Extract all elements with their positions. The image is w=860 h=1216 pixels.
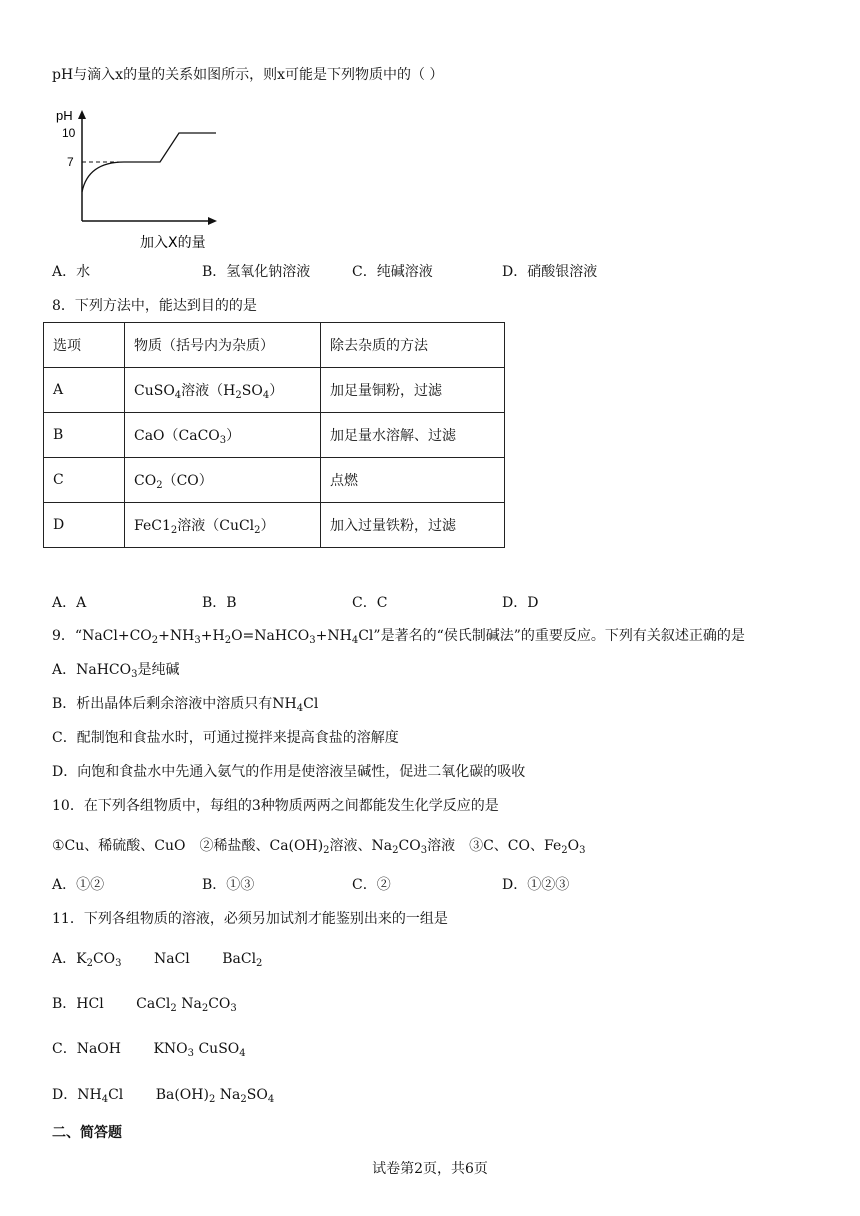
q7-option-c[interactable]: C．纯碱溶液 (352, 264, 433, 280)
q11-option-c[interactable]: C．NaOH $KNO_3$ CuSO$_4$ (52, 1041, 246, 1059)
q9-option-c[interactable]: C．配制饱和食盐水时，可通过搅拌来提高食盐的溶解度 (52, 730, 399, 746)
row-method: 加入过量铁粉，过滤 (321, 503, 505, 548)
q11-option-a[interactable]: A．$K_2CO_3$ NaCl BaCl$_2$ (52, 951, 263, 969)
row-option: D (44, 503, 125, 548)
q7-option-d[interactable]: D．硝酸银溶液 (502, 264, 598, 280)
row-option: A (44, 368, 125, 413)
q11-stem: 11．下列各组物质的溶液，必须另加试剂才能鉴别出来的一组是 (52, 911, 448, 927)
q8-table (43, 322, 505, 548)
page-footer: 试卷第2页，共6页 (372, 1161, 488, 1177)
q8-stem: 8．下列方法中，能达到目的的是 (52, 298, 257, 314)
q9-stem: 9．“$NaCl+CO_2+NH_3+H_2O=NaHCO_3+NH_4Cl$”是著名的“侯氏制碱法”的重要反应。下列有关叙述正确的是 (52, 628, 745, 646)
row-option: B (44, 413, 125, 458)
header-method: 除去杂质的方法 (321, 323, 505, 368)
ph-curve (82, 133, 216, 192)
x-axis-arrow (208, 217, 217, 225)
x-axis-label: 加入X的量 (140, 235, 206, 251)
row-method: 加足量铜粉，过滤 (321, 368, 505, 413)
table-row (44, 368, 505, 413)
section-title: 二、简答题 (52, 1125, 122, 1141)
q9-option-d[interactable]: D．向饱和食盐水中先通入氨气的作用是使溶液呈碱性，促进二氧化碳的吸收 (52, 764, 526, 780)
table-row (44, 503, 505, 548)
q7-option-b[interactable]: B．氢氧化钠溶液 (202, 264, 311, 280)
table-row (44, 458, 505, 503)
y-tick-7: 7 (67, 155, 74, 169)
q8-option-d[interactable]: D．D (502, 595, 539, 611)
header-option: 选项 (44, 323, 125, 368)
q11-option-b[interactable]: B．HCl CaCl$_2$ $Na_2CO_3$ (52, 996, 237, 1014)
y-axis-label: pH (56, 108, 73, 123)
table-header-row (44, 323, 505, 368)
q10-option-c[interactable]: C．② (352, 877, 391, 893)
q9-option-b[interactable]: B．析出晶体后剩余溶液中溶质只有$NH_4Cl$ (52, 696, 319, 714)
row-substance: $CO_2(CO)$ (125, 458, 321, 503)
q10-groups: ①Cu、稀硫酸、CuO ②稀盐酸、$Ca(OH)_2$溶液、$Na_2CO_3$溶液 ③C、CO、$Fe_2O_3$ (52, 838, 586, 856)
row-substance: CaO（CaCO$_3$） (125, 413, 321, 458)
row-option: C (44, 458, 125, 503)
y-tick-10: 10 (62, 126, 76, 140)
y-axis-arrow (78, 110, 86, 119)
q10-option-b[interactable]: B．①③ (202, 877, 255, 893)
q10-option-a[interactable]: A．①② (52, 877, 105, 893)
q10-option-d[interactable]: D．①②③ (502, 877, 570, 893)
row-substance: $FeC1_2$溶液（CuCl$_2$） (125, 503, 321, 548)
q8-option-b[interactable]: B．B (202, 595, 237, 611)
q11-option-d[interactable]: D．$NH_4Cl$ $Ba(OH)_2$ $Na_2SO_4$ (52, 1087, 275, 1105)
q8-option-a[interactable]: A．A (52, 595, 87, 611)
q10-stem: 10．在下列各组物质中，每组的3种物质两两之间都能发生化学反应的是 (52, 798, 499, 814)
row-substance: CuSO$_4$溶液$(H_2SO_4)$ (125, 368, 321, 413)
ph-graph (52, 106, 232, 254)
table-row (44, 413, 505, 458)
q8-option-c[interactable]: C．C (352, 595, 388, 611)
header-substance: 物质（括号内为杂质） (125, 323, 321, 368)
q9-option-a[interactable]: A．NaHCO$_3$是纯碱 (52, 662, 180, 680)
q7-option-a[interactable]: A．水 (52, 264, 91, 280)
row-method: 点燃 (321, 458, 505, 503)
row-method: 加足量水溶解、过滤 (321, 413, 505, 458)
q7-stem: pH与滴入x的量的关系如图所示，则x可能是下列物质中的（ ） (52, 67, 444, 83)
